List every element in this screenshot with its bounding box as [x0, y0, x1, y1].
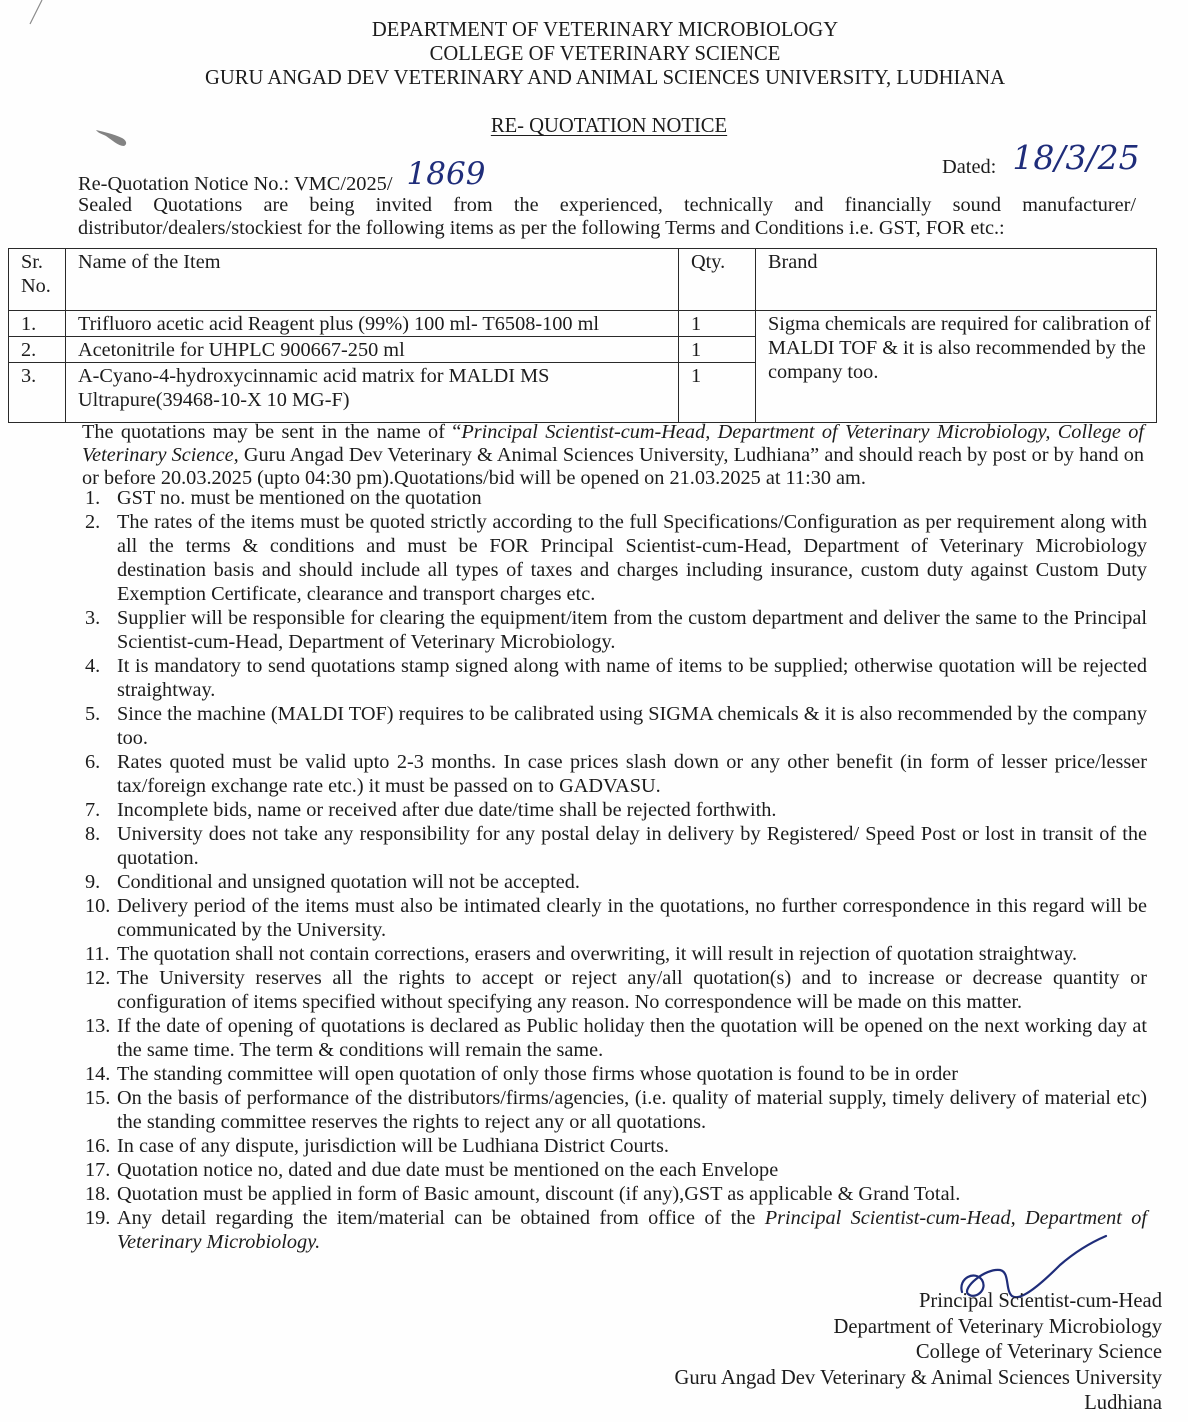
- term-number: 18.: [85, 1183, 111, 1205]
- term-text: [117, 942, 1147, 966]
- notice-title: [0, 114, 1188, 138]
- term-item: [85, 798, 1147, 822]
- college-name: COLLEGE OF VETERINARY SCIENCE: [429, 43, 781, 65]
- term-text-segment: Quotation must be applied in form of Basic amount, discount (if any),GST as applicable & Grand Total.: [117, 1183, 961, 1205]
- header-qty: Qty.: [679, 249, 756, 311]
- row-item-name: Acetonitrile for UHPLC 900667-250 ml: [66, 337, 679, 363]
- term-text-segment: GST no. must be mentioned on the quotation: [117, 487, 482, 509]
- term-item: [85, 822, 1147, 870]
- term-text-segment: University does not take any responsibility for any postal delay in delivery by Registered/ Speed Post or lost in transit of the quotation.: [117, 823, 1147, 869]
- notice-number-label: Re-Quotation Notice No.: VMC/2025/: [78, 173, 393, 195]
- term-text: [117, 702, 1147, 750]
- term-number: 1.: [85, 487, 101, 509]
- term-item: [85, 894, 1147, 942]
- row-item-name: A-Cyano-4-hydroxycinnamic acid matrix for MALDI MS Ultrapure(39468-10-X 10 MG-F): [66, 363, 679, 423]
- term-text: [117, 966, 1147, 1014]
- term-item: [85, 702, 1147, 750]
- term-number: 8.: [85, 823, 101, 845]
- date-label: Dated:: [942, 156, 997, 178]
- header-brand: Brand: [756, 249, 1157, 311]
- term-item: [85, 870, 1147, 894]
- term-text-segment: In case of any dispute, jurisdiction will be Ludhiana District Courts.: [117, 1135, 669, 1157]
- term-text-segment: Incomplete bids, name or received after due date/time shall be rejected forthwith.: [117, 799, 777, 821]
- term-text: [117, 606, 1147, 654]
- row-qty: 1: [679, 337, 756, 363]
- university-name: GURU ANGAD DEV VETERINARY AND ANIMAL SCIENCES UNIVERSITY, LUDHIANA: [205, 67, 1005, 89]
- brand-note: Sigma chemicals are required for calibration of MALDI TOF & it is also recommended by the company too.: [756, 311, 1157, 423]
- intro-paragraph: Sealed Quotations are being invited from the experienced, technically and financially sound manufacturer/ distributor/dealers/stockiest for the following items as per the following Terms and Conditions i.e. GST, FOR etc.:: [78, 194, 1136, 239]
- term-text-segment: Rates quoted must be valid upto 2-3 months. In case prices slash down or any other benefit (in form of lesser price/lesser tax/foreign exchange rate etc.) it must be passed on to GADVASU.: [117, 751, 1147, 797]
- term-text-segment: Delivery period of the items must also be intimated clearly in the quotations, no further correspondence in this regard will be communicated by the University.: [117, 895, 1147, 941]
- term-item: [85, 1134, 1147, 1158]
- term-text-segment: If the date of opening of quotations is declared as Public holiday then the quotation will be opened on the next working day at the same time. The term & conditions will remain the same.: [117, 1015, 1147, 1061]
- submission-segment: Guru Angad Dev Veterinary & Animal Sciences University, Ludhiana” and should reach by post or by hand on or before 20.03.2025 (upto 04:30 pm).Quotations/bid will be opened on 21.03.2025 at 11:30 am.: [82, 444, 1144, 489]
- signatory-block: [675, 1289, 1162, 1417]
- term-text-segment: It is mandatory to send quotations stamp signed along with name of items to be supplied; otherwise quotation will be rejected straightway.: [117, 655, 1147, 701]
- term-text: [117, 1014, 1147, 1062]
- table-header-row: [9, 249, 1157, 311]
- term-item: [85, 1158, 1147, 1182]
- signatory-city: Ludhiana: [1084, 1392, 1162, 1415]
- term-text-segment: Quotation notice no, dated and due date must be mentioned on the each Envelope: [117, 1159, 779, 1181]
- signatory-university: Guru Angad Dev Veterinary & Animal Sciences University: [674, 1366, 1162, 1389]
- items-table: [8, 248, 1157, 423]
- term-item: [85, 510, 1147, 606]
- table-row: [9, 311, 1157, 337]
- term-number: 10.: [85, 895, 111, 917]
- term-number: 4.: [85, 655, 101, 677]
- submission-italic-segment: Principal Scientist-cum-Head, Department of Veterinary Microbiology, College of Veterinary Science,: [82, 421, 1144, 466]
- term-item: [85, 1014, 1147, 1062]
- term-item: [85, 1182, 1147, 1206]
- handwritten-notice-number: 1869: [406, 156, 486, 192]
- terms-and-conditions-list: [85, 486, 1147, 1254]
- term-text-segment: The standing committee will open quotation of only those firms whose quotation is found to be in order: [117, 1063, 958, 1085]
- term-text: [117, 1062, 1147, 1086]
- term-text: [117, 1134, 1147, 1158]
- term-number: 2.: [85, 511, 101, 533]
- term-number: 9.: [85, 871, 101, 893]
- term-item: [85, 486, 1147, 510]
- row-sr-no: 2.: [9, 337, 66, 363]
- term-number: 13.: [85, 1015, 111, 1037]
- row-item-name: Trifluoro acetic acid Reagent plus (99%) 100 ml- T6508-100 ml: [66, 311, 679, 337]
- term-number: 14.: [85, 1063, 111, 1085]
- term-text: [117, 822, 1147, 870]
- term-text: [117, 654, 1147, 702]
- letterhead: [0, 18, 1188, 90]
- term-number: 16.: [85, 1135, 111, 1157]
- term-text-segment: Supplier will be responsible for clearing the equipment/item from the custom department and deliver the same to the Principal Scientist-cum-Head, Department of Veterinary Microbiology.: [117, 607, 1147, 653]
- term-text-segment: Since the machine (MALDI TOF) requires to be calibrated using SIGMA chemicals & it is also recommended by the company too.: [117, 703, 1147, 749]
- term-item: [85, 942, 1147, 966]
- term-item: [85, 654, 1147, 702]
- term-text-segment: The University reserves all the rights to accept or reject any/all quotation(s) and to increase or decrease quantity or configuration of items specified without specifying any reason. No correspondence will be made on this matter.: [117, 967, 1147, 1013]
- notice-title-text: RE- QUOTATION NOTICE: [490, 115, 728, 137]
- row-sr-no: 1.: [9, 311, 66, 337]
- notice-date-line: [942, 138, 1140, 179]
- term-text-segment: Conditional and unsigned quotation will not be accepted.: [117, 871, 580, 893]
- submission-paragraph: [82, 421, 1144, 490]
- row-qty: 1: [679, 311, 756, 337]
- notice-number-line: [78, 156, 486, 196]
- term-number: 7.: [85, 799, 101, 821]
- header-sr-no: Sr. No.: [9, 249, 66, 311]
- signatory-department: Department of Veterinary Microbiology: [833, 1315, 1162, 1338]
- term-number: 17.: [85, 1159, 111, 1181]
- term-number: 19.: [85, 1207, 111, 1229]
- term-text: [117, 486, 1147, 510]
- term-text: [117, 510, 1147, 606]
- term-number: 12.: [85, 967, 111, 989]
- term-text: [117, 894, 1147, 942]
- term-text: [117, 750, 1147, 798]
- term-text: [117, 1158, 1147, 1182]
- department-name: DEPARTMENT OF VETERINARY MICROBIOLOGY: [371, 19, 839, 41]
- term-text: [117, 798, 1147, 822]
- term-number: 3.: [85, 607, 101, 629]
- term-number: 5.: [85, 703, 101, 725]
- row-sr-no: 3.: [9, 363, 66, 423]
- term-item: [85, 1062, 1147, 1086]
- term-text-italic: Principal Scientist-cum-Head, Department of Veterinary Microbiology.: [117, 1207, 1147, 1253]
- submission-segment: The quotations may be sent in the name of “: [82, 421, 462, 443]
- term-item: [85, 1086, 1147, 1134]
- signatory-college: College of Veterinary Science: [915, 1341, 1162, 1364]
- term-text-segment: The quotation shall not contain corrections, erasers and overwriting, it will result in rejection of quotation straightway.: [117, 943, 1078, 965]
- term-text-segment: The rates of the items must be quoted strictly according to the full Specifications/Configuration as per requirement along with all the terms & conditions and must be FOR Principal Scientist-cum-Head, Department of Veterinary Microbiology destination basis and should include all types of taxes and charges including insurance, custom duty against Custom Duty Exemption Certificate, clearance and transport charges etc.: [117, 511, 1147, 605]
- term-item: [85, 606, 1147, 654]
- term-number: 15.: [85, 1087, 111, 1109]
- term-text-segment: On the basis of performance of the distributors/firms/agencies, (i.e. quality of material supply, timely delivery of material etc) the standing committee reserves the rights to reject any or all quotations.: [117, 1087, 1147, 1133]
- term-text: [117, 1182, 1147, 1206]
- term-number: 6.: [85, 751, 101, 773]
- handwritten-date: 18/3/25: [1012, 138, 1140, 177]
- signatory-designation: Principal Scientist-cum-Head: [918, 1290, 1162, 1312]
- term-item: [85, 966, 1147, 1014]
- row-qty: 1: [679, 363, 756, 423]
- term-text-segment: Any detail regarding the item/material can be obtained from office of the: [117, 1207, 765, 1229]
- term-item: [85, 750, 1147, 798]
- term-text: [117, 1086, 1147, 1134]
- header-item-name: Name of the Item: [66, 249, 679, 311]
- term-number: 11.: [85, 943, 110, 965]
- term-text: [117, 870, 1147, 894]
